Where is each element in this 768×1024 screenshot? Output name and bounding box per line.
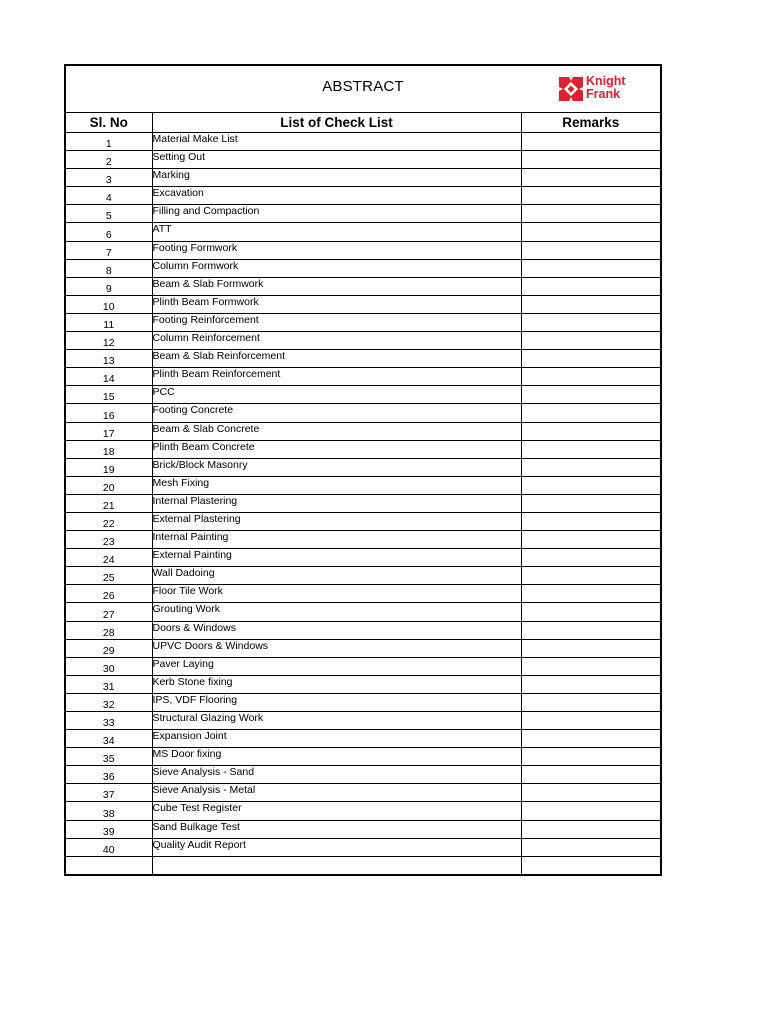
remarks-cell[interactable] bbox=[521, 730, 660, 748]
row-number: 22 bbox=[66, 512, 152, 530]
row-number: 27 bbox=[66, 603, 152, 621]
checklist-item: Column Formwork bbox=[152, 259, 521, 277]
remarks-cell[interactable] bbox=[521, 657, 660, 675]
table-row bbox=[66, 512, 660, 530]
checklist-item: Beam & Slab Reinforcement bbox=[152, 350, 521, 368]
remarks-cell[interactable] bbox=[521, 549, 660, 567]
checklist-item: Plinth Beam Reinforcement bbox=[152, 368, 521, 386]
table-row bbox=[66, 784, 660, 802]
checklist-item: Material Make List bbox=[152, 133, 521, 151]
table-row bbox=[66, 169, 660, 187]
row-number bbox=[66, 856, 152, 874]
remarks-cell[interactable] bbox=[521, 404, 660, 422]
row-number: 17 bbox=[66, 422, 152, 440]
checklist-item: Quality Audit Report bbox=[152, 838, 521, 856]
checklist-item: PCC bbox=[152, 386, 521, 404]
table-row bbox=[66, 151, 660, 169]
table-row bbox=[66, 277, 660, 295]
table-row bbox=[66, 133, 660, 151]
remarks-cell[interactable] bbox=[521, 205, 660, 223]
table-row bbox=[66, 458, 660, 476]
page-title: ABSTRACT bbox=[322, 78, 404, 95]
checklist-item: ATT bbox=[152, 223, 521, 241]
checklist-item: Setting Out bbox=[152, 151, 521, 169]
remarks-cell[interactable] bbox=[521, 512, 660, 530]
checklist-item: Doors & Windows bbox=[152, 621, 521, 639]
checklist-item: Brick/Block Masonry bbox=[152, 458, 521, 476]
remarks-cell[interactable] bbox=[521, 169, 660, 187]
remarks-cell[interactable] bbox=[521, 332, 660, 350]
checklist-item: Expansion Joint bbox=[152, 730, 521, 748]
remarks-cell[interactable] bbox=[521, 295, 660, 313]
remarks-cell[interactable] bbox=[521, 458, 660, 476]
table-row bbox=[66, 494, 660, 512]
row-number: 30 bbox=[66, 657, 152, 675]
row-number: 11 bbox=[66, 313, 152, 331]
row-number: 5 bbox=[66, 205, 152, 223]
remarks-cell[interactable] bbox=[521, 241, 660, 259]
checklist-item: Footing Reinforcement bbox=[152, 313, 521, 331]
row-number: 23 bbox=[66, 531, 152, 549]
table-row bbox=[66, 241, 660, 259]
remarks-cell[interactable] bbox=[521, 621, 660, 639]
checklist-item: Plinth Beam Concrete bbox=[152, 440, 521, 458]
table-row bbox=[66, 404, 660, 422]
row-number: 3 bbox=[66, 169, 152, 187]
remarks-cell[interactable] bbox=[521, 603, 660, 621]
remarks-cell[interactable] bbox=[521, 856, 660, 874]
checklist-item: Beam & Slab Concrete bbox=[152, 422, 521, 440]
table-row bbox=[66, 693, 660, 711]
table-row bbox=[66, 295, 660, 313]
checklist-item: Sieve Analysis - Metal bbox=[152, 784, 521, 802]
row-number: 18 bbox=[66, 440, 152, 458]
remarks-cell[interactable] bbox=[521, 386, 660, 404]
table-row bbox=[66, 567, 660, 585]
checklist-item: Floor Tile Work bbox=[152, 585, 521, 603]
table-row bbox=[66, 476, 660, 494]
table-row bbox=[66, 621, 660, 639]
row-number: 34 bbox=[66, 730, 152, 748]
table-row bbox=[66, 440, 660, 458]
checklist-item: Kerb Stone fixing bbox=[152, 675, 521, 693]
checklist-item: Cube Test Register bbox=[152, 802, 521, 820]
checklist-item: External Painting bbox=[152, 549, 521, 567]
row-number: 39 bbox=[66, 820, 152, 838]
row-number: 35 bbox=[66, 748, 152, 766]
table-row bbox=[66, 205, 660, 223]
table-row bbox=[66, 802, 660, 820]
checklist-table bbox=[66, 113, 660, 874]
remarks-cell[interactable] bbox=[521, 422, 660, 440]
checklist-item: Beam & Slab Formwork bbox=[152, 277, 521, 295]
remarks-cell[interactable] bbox=[521, 802, 660, 820]
row-number: 7 bbox=[66, 241, 152, 259]
row-number: 26 bbox=[66, 585, 152, 603]
remarks-cell[interactable] bbox=[521, 766, 660, 784]
checklist-item: Sieve Analysis - Sand bbox=[152, 766, 521, 784]
checklist-item: Column Reinforcement bbox=[152, 332, 521, 350]
remarks-cell[interactable] bbox=[521, 712, 660, 730]
table-row bbox=[66, 675, 660, 693]
checklist-item: Mesh Fixing bbox=[152, 476, 521, 494]
table-row bbox=[66, 549, 660, 567]
row-number: 25 bbox=[66, 567, 152, 585]
remarks-cell[interactable] bbox=[521, 277, 660, 295]
table-row bbox=[66, 223, 660, 241]
row-number: 20 bbox=[66, 476, 152, 494]
checklist-item: Grouting Work bbox=[152, 603, 521, 621]
remarks-cell[interactable] bbox=[521, 693, 660, 711]
table-row bbox=[66, 820, 660, 838]
checklist-item: Excavation bbox=[152, 187, 521, 205]
remarks-cell[interactable] bbox=[521, 313, 660, 331]
checklist-item: Paver Laying bbox=[152, 657, 521, 675]
row-number: 31 bbox=[66, 675, 152, 693]
logo-line-1: Knight bbox=[586, 74, 626, 88]
table-row bbox=[66, 259, 660, 277]
header-remarks: Remarks bbox=[521, 113, 660, 133]
checklist-item: Sand Bulkage Test bbox=[152, 820, 521, 838]
row-number: 1 bbox=[66, 133, 152, 151]
checklist-item: External Plastering bbox=[152, 512, 521, 530]
checklist-item: MS Door fixing bbox=[152, 748, 521, 766]
row-number: 14 bbox=[66, 368, 152, 386]
remarks-cell[interactable] bbox=[521, 187, 660, 205]
row-number: 9 bbox=[66, 277, 152, 295]
logo-wordmark bbox=[586, 75, 626, 100]
remarks-cell[interactable] bbox=[521, 784, 660, 802]
remarks-cell[interactable] bbox=[521, 639, 660, 657]
row-number: 24 bbox=[66, 549, 152, 567]
row-number: 8 bbox=[66, 259, 152, 277]
checklist-item: IPS, VDF Flooring bbox=[152, 693, 521, 711]
table-row bbox=[66, 531, 660, 549]
row-number: 37 bbox=[66, 784, 152, 802]
table-row bbox=[66, 368, 660, 386]
row-number: 2 bbox=[66, 151, 152, 169]
row-number: 12 bbox=[66, 332, 152, 350]
row-number: 15 bbox=[66, 386, 152, 404]
row-number: 33 bbox=[66, 712, 152, 730]
checklist-item: Filling and Compaction bbox=[152, 205, 521, 223]
table-row bbox=[66, 730, 660, 748]
header-checklist: List of Check List bbox=[152, 113, 521, 133]
remarks-cell[interactable] bbox=[521, 259, 660, 277]
knight-frank-logo-icon bbox=[559, 77, 583, 101]
remarks-cell[interactable] bbox=[521, 567, 660, 585]
checklist-item: UPVC Doors & Windows bbox=[152, 639, 521, 657]
remarks-cell[interactable] bbox=[521, 440, 660, 458]
table-row bbox=[66, 712, 660, 730]
row-number: 16 bbox=[66, 404, 152, 422]
checklist-item: Internal Plastering bbox=[152, 494, 521, 512]
row-number: 36 bbox=[66, 766, 152, 784]
remarks-cell[interactable] bbox=[521, 368, 660, 386]
checklist-item bbox=[152, 856, 521, 874]
table-row bbox=[66, 748, 660, 766]
remarks-cell[interactable] bbox=[521, 476, 660, 494]
checklist-item: Footing Concrete bbox=[152, 404, 521, 422]
remarks-cell[interactable] bbox=[521, 151, 660, 169]
table-row bbox=[66, 856, 660, 874]
table-row bbox=[66, 422, 660, 440]
row-number: 4 bbox=[66, 187, 152, 205]
row-number: 40 bbox=[66, 838, 152, 856]
checklist-item: Footing Formwork bbox=[152, 241, 521, 259]
checklist-item: Wall Dadoing bbox=[152, 567, 521, 585]
checklist-sheet bbox=[64, 64, 662, 876]
remarks-cell[interactable] bbox=[521, 585, 660, 603]
table-row bbox=[66, 386, 660, 404]
remarks-cell[interactable] bbox=[521, 531, 660, 549]
checklist-item: Plinth Beam Formwork bbox=[152, 295, 521, 313]
table-row bbox=[66, 332, 660, 350]
row-number: 38 bbox=[66, 802, 152, 820]
row-number: 6 bbox=[66, 223, 152, 241]
table-row bbox=[66, 585, 660, 603]
row-number: 10 bbox=[66, 295, 152, 313]
table-row bbox=[66, 350, 660, 368]
checklist-item: Marking bbox=[152, 169, 521, 187]
table-row bbox=[66, 187, 660, 205]
remarks-cell[interactable] bbox=[521, 748, 660, 766]
remarks-cell[interactable] bbox=[521, 675, 660, 693]
header-sl-no: Sl. No bbox=[66, 113, 152, 133]
checklist-rows bbox=[66, 133, 660, 875]
remarks-cell[interactable] bbox=[521, 820, 660, 838]
remarks-cell[interactable] bbox=[521, 838, 660, 856]
remarks-cell[interactable] bbox=[521, 350, 660, 368]
header-row bbox=[66, 113, 660, 133]
checklist-item: Internal Painting bbox=[152, 531, 521, 549]
row-number: 32 bbox=[66, 693, 152, 711]
checklist-item: Structural Glazing Work bbox=[152, 712, 521, 730]
table-row bbox=[66, 639, 660, 657]
row-number: 19 bbox=[66, 458, 152, 476]
remarks-cell[interactable] bbox=[521, 133, 660, 151]
logo-line-2: Frank bbox=[586, 86, 621, 101]
row-number: 21 bbox=[66, 494, 152, 512]
row-number: 29 bbox=[66, 639, 152, 657]
row-number: 13 bbox=[66, 350, 152, 368]
table-row bbox=[66, 838, 660, 856]
table-row bbox=[66, 313, 660, 331]
row-number: 28 bbox=[66, 621, 152, 639]
title-row bbox=[66, 66, 660, 113]
table-row bbox=[66, 766, 660, 784]
remarks-cell[interactable] bbox=[521, 223, 660, 241]
table-row bbox=[66, 657, 660, 675]
knight-frank-logo bbox=[559, 75, 639, 105]
table-row bbox=[66, 603, 660, 621]
remarks-cell[interactable] bbox=[521, 494, 660, 512]
